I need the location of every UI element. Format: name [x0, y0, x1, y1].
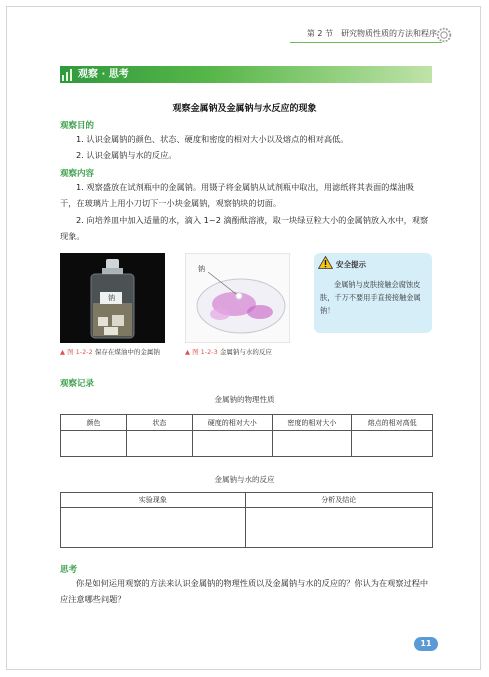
figure-caption-1: ▲ 图 1-2-2 保存在煤油中的金属钠 — [60, 348, 160, 356]
table2-header-analysis: 分析及结论 — [245, 493, 433, 508]
banner-label: 观察 · 思考 — [78, 69, 129, 80]
gear-icon — [435, 26, 453, 44]
table1-header-hardness: 硬度的相对大小 — [192, 415, 272, 431]
content-paragraph-2: 2. 向培养皿中加入适量的水，滴入 1~2 滴酚酞溶液，取一块绿豆粒大小的金属钠放入水中，观察现象。 — [60, 215, 429, 241]
think-paragraph: 你是如何运用观察的方法来认识金属钠的物理性质以及金属钠与水的反应的？你认为在观察过程中应注意哪些问题？ — [60, 578, 429, 604]
purpose-item-1: 1. 认识金属钠的颜色、状态、硬度和密度的相对大小以及熔点的相对高低。 — [76, 134, 349, 144]
bottle-label: 钠 — [108, 294, 115, 302]
page-number: 11 — [414, 637, 438, 651]
purpose-heading: 观察目的 — [60, 121, 95, 131]
table1-cell — [352, 431, 433, 457]
content-paragraph-1: 1. 观察盛放在试剂瓶中的金属钠。用镊子将金属钠从试剂瓶中取出，用滤纸将其表面的煤油吸干，在玻璃片上用小刀切下一小块金属钠，观察钠块的切面。 — [60, 182, 414, 208]
record-heading: 观察记录 — [60, 379, 95, 389]
header-rule — [290, 42, 442, 43]
figure-caption-2: ▲ 图 1-2-3 金属钠与水的反应 — [185, 348, 272, 356]
warning-icon: ▲ — [60, 348, 65, 356]
safety-tip-title: 安全提示 — [336, 260, 366, 269]
table2-header-phenomenon: 实验现象 — [61, 493, 246, 508]
table1-header-melting: 熔点的相对高低 — [352, 415, 433, 431]
figure-sodium-reaction — [185, 253, 290, 343]
table1-cell — [61, 431, 127, 457]
table2-caption: 金属钠与水的反应 — [214, 475, 275, 484]
physical-properties-table — [60, 414, 433, 457]
table2-cell — [61, 508, 246, 548]
figure-sodium-bottle — [60, 253, 165, 343]
purpose-item-2: 2. 认识金属钠与水的反应。 — [76, 150, 177, 160]
chapter-header: 第 2 节 研究物质性质的方法和程序 — [306, 29, 437, 38]
bars-icon — [60, 66, 74, 83]
table1-cell — [192, 431, 272, 457]
warning-triangle-icon — [318, 256, 333, 269]
table1-cell — [126, 431, 192, 457]
dish-label: 钠 — [198, 265, 205, 273]
page-title: 观察金属钠及金属钠与水反应的现象 — [172, 104, 317, 114]
reaction-table — [60, 492, 433, 548]
table1-caption: 金属钠的物理性质 — [214, 395, 275, 404]
table1-header-state: 状态 — [126, 415, 192, 431]
table1-header-color: 颜色 — [61, 415, 127, 431]
warning-icon: ▲ — [185, 348, 190, 356]
think-heading: 思考 — [60, 565, 78, 575]
table1-header-density: 密度的相对大小 — [272, 415, 352, 431]
safety-tip-body: 金属钠与皮肤接触会腐蚀皮肤，千万不要用手直接接触金属钠！ — [320, 280, 421, 315]
content-heading: 观察内容 — [60, 169, 95, 179]
table2-cell — [245, 508, 433, 548]
table1-cell — [272, 431, 352, 457]
